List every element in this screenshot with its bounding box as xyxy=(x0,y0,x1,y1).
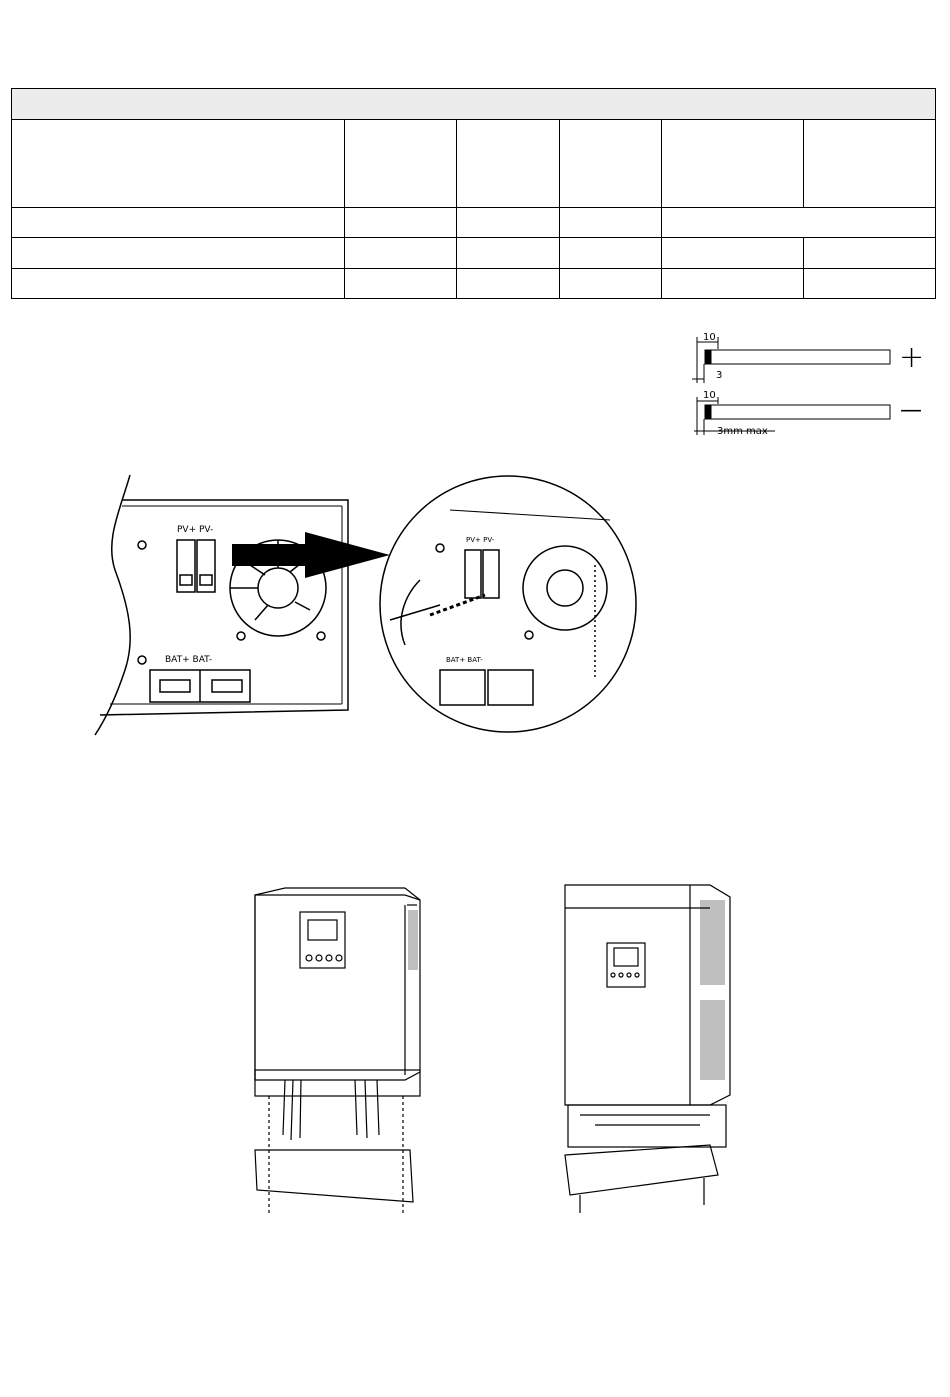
table-row xyxy=(12,207,936,237)
top-dimension-label: 10 xyxy=(703,332,716,343)
table-header-cell xyxy=(662,120,804,207)
table-header-cell xyxy=(12,120,345,207)
table-cell xyxy=(12,238,345,268)
table-cell xyxy=(457,207,560,237)
table-cell xyxy=(560,268,662,298)
table-cell xyxy=(804,268,936,298)
table-cell xyxy=(345,268,457,298)
plus-polarity: + xyxy=(899,340,925,375)
inverter-front-cables-illustration xyxy=(245,880,435,1220)
table-cell xyxy=(560,238,662,268)
table-header-row xyxy=(12,120,936,207)
zoom-battery-terminal-label: BAT+ BAT- xyxy=(446,656,483,664)
battery-terminal-label: BAT+ BAT- xyxy=(165,655,213,665)
table-cell xyxy=(345,238,457,268)
table-cell xyxy=(560,207,662,237)
table-cell xyxy=(12,268,345,298)
table-cell xyxy=(345,207,457,237)
table-header-cell xyxy=(457,120,560,207)
wire-strip-diagram xyxy=(680,325,940,440)
minus-polarity: — xyxy=(900,398,922,423)
inverter-cover-install-illustration xyxy=(560,875,740,1220)
pv-terminal-label: PV+ PV- xyxy=(177,525,214,535)
table-row xyxy=(12,268,936,298)
table-header-cell xyxy=(560,120,662,207)
table-title-row xyxy=(12,89,936,120)
spec-table xyxy=(11,88,936,299)
table-cell xyxy=(662,207,936,237)
table-row xyxy=(12,238,936,268)
table-cell xyxy=(12,207,345,237)
table-header-cell xyxy=(804,120,936,207)
bottom-dimension-label: 10 xyxy=(703,390,716,401)
table-cell xyxy=(457,268,560,298)
table-cell xyxy=(457,238,560,268)
table-cell xyxy=(662,268,804,298)
table-cell xyxy=(804,238,936,268)
table-cell xyxy=(662,238,804,268)
bottom-offset-label: 3mm max xyxy=(717,426,768,437)
top-offset-label: 3 xyxy=(716,370,723,381)
terminal-closeup-illustration xyxy=(90,470,650,740)
zoom-pv-terminal-label: PV+ PV- xyxy=(466,536,495,544)
table-title xyxy=(12,89,936,120)
table-header-cell xyxy=(345,120,457,207)
